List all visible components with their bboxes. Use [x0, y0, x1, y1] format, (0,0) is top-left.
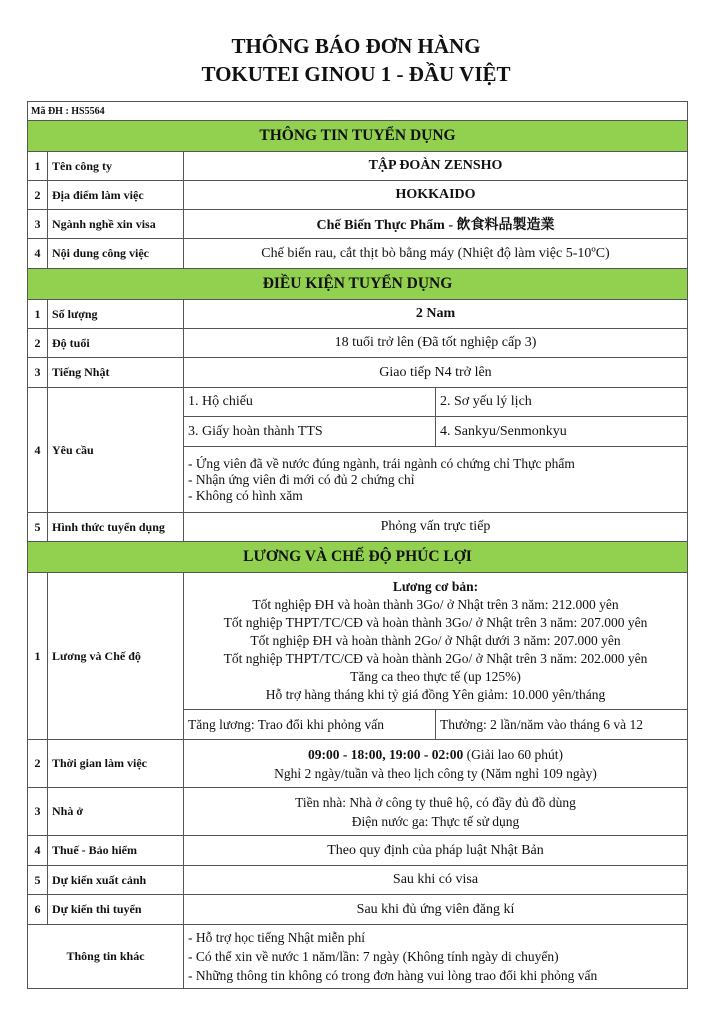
- working-hours-line: [308, 745, 563, 764]
- row-company: [28, 151, 687, 180]
- row-label: Hình thức tuyển dụng: [48, 513, 184, 541]
- overtime-line: Tăng ca theo thực tế (up 125%): [350, 669, 521, 684]
- section-header-recruit-info: [28, 120, 687, 151]
- row-label: Thời gian làm việc: [48, 740, 184, 787]
- row-label: Nhà ở: [48, 788, 184, 835]
- order-table: [27, 101, 688, 989]
- requirement-note: - Ứng viên đã về nước đúng ngành, trái ngành có chứng chỉ Thực phẩm: [188, 455, 575, 471]
- requirement-note: - Không có hình xăm: [188, 487, 303, 503]
- doc-cv: 2. Sơ yếu lý lịch: [436, 388, 687, 417]
- row-number: 1: [28, 573, 48, 739]
- japanese-level: Giao tiếp N4 trở lên: [379, 364, 492, 380]
- row-job-content: [28, 238, 687, 268]
- break-time: (Giải lao 60 phút): [463, 746, 563, 762]
- row-label: Tên công ty: [48, 152, 184, 180]
- doc-sankyu: 4. Sankyu/Senmonkyu: [436, 417, 687, 447]
- salary-line: Tốt nghiệp THPT/TC/CĐ và hoàn thành 3Go/ ở Nhật trên 3 năm: 207.000 yên: [223, 615, 648, 630]
- row-number: 1: [28, 152, 48, 180]
- age-value: 18 tuổi trở lên (Đã tốt nghiệp cấp 3): [334, 335, 537, 350]
- recruit-form-value: Phỏng vấn trực tiếp: [380, 519, 491, 534]
- row-label: Yêu cầu: [48, 388, 184, 512]
- row-industry: [28, 209, 687, 238]
- row-number: 6: [28, 895, 48, 924]
- row-label: Lương và Chế độ: [48, 573, 184, 739]
- row-quantity: [28, 299, 687, 328]
- salary-line: Tốt nghiệp ĐH và hoàn thành 3Go/ ở Nhật trên 3 năm: 212.000 yên: [252, 597, 619, 612]
- row-number: 4: [28, 239, 48, 268]
- exam-value: Sau khi đủ ứng viên đăng kí: [356, 901, 515, 917]
- other-info-notes: [184, 925, 687, 988]
- other-info-label: Thông tin khác: [28, 925, 184, 988]
- row-exam: [28, 894, 687, 924]
- doc-passport: 1. Hộ chiếu: [184, 388, 436, 417]
- row-label: Ngành nghề xin visa: [48, 210, 184, 238]
- row-working-hours: [28, 739, 687, 787]
- row-location: [28, 180, 687, 209]
- tax-insurance-value: Theo quy định của pháp luật Nhật Bản: [327, 842, 544, 858]
- quantity-value: 2 Nam: [415, 306, 456, 321]
- company-name: TẬP ĐOÀN ZENSHO: [368, 158, 503, 173]
- housing-rent-line: Tiền nhà: Nhà ở công ty thuê hộ, có đầy đủ đồ dùng: [295, 794, 576, 810]
- working-hours-value: [184, 740, 687, 787]
- row-label: Dự kiến xuất cảnh: [48, 866, 184, 894]
- document-title: THÔNG BÁO ĐƠN HÀNG: [231, 34, 481, 58]
- order-code: Mã ĐH : HS5564: [31, 105, 105, 117]
- row-salary: [28, 572, 687, 739]
- utilities-line: Điện nước ga: Thực tế sử dụng: [351, 813, 520, 829]
- salary-raise: Tăng lương: Trao đổi khi phỏng vấn: [184, 709, 436, 739]
- bonus: Thưởng: 2 lần/năm vào tháng 6 và 12: [436, 709, 687, 739]
- other-info-line: - Có thể xin về nước 1 năm/lần: 7 ngày (Không tính ngày di chuyển): [188, 949, 559, 964]
- row-number: 3: [28, 210, 48, 238]
- visa-industry: Chế Biến Thực Phẩm - 飲食料品製造業: [316, 218, 555, 233]
- row-label: Dự kiến thi tuyển: [48, 895, 184, 924]
- other-info-line: - Hỗ trợ học tiếng Nhật miễn phí: [188, 930, 365, 945]
- row-number: 3: [28, 788, 48, 835]
- row-number: 5: [28, 866, 48, 894]
- row-label: Độ tuổi: [48, 329, 184, 357]
- row-number: 4: [28, 388, 48, 512]
- other-info-line: - Những thông tin không có trong đơn hàng vui lòng trao đổi khi phỏng vấn: [188, 968, 598, 983]
- yen-support-line: Hỗ trợ hàng tháng khi tỷ giá đồng Yên giảm: 10.000 yên/tháng: [265, 687, 606, 702]
- salary-line: Tốt nghiệp ĐH và hoàn thành 2Go/ ở Nhật dưới 3 năm: 207.000 yên: [250, 633, 621, 648]
- section-title: LƯƠNG VÀ CHẾ ĐỘ PHÚC LỢI: [28, 542, 687, 572]
- row-label: Thuế - Bảo hiểm: [48, 836, 184, 865]
- row-number: 2: [28, 740, 48, 787]
- row-age: [28, 328, 687, 357]
- section-title: ĐIỀU KIỆN TUYỂN DỤNG: [28, 269, 687, 299]
- salary-line: Tốt nghiệp THPT/TC/CĐ và hoàn thành 2Go/ ở Nhật trên 3 năm: 202.000 yên: [223, 651, 648, 666]
- row-number: 3: [28, 358, 48, 387]
- job-content: Chế biến rau, cắt thịt bò bằng máy (Nhiệt độ làm việc 5-10ºC): [261, 245, 610, 261]
- basic-salary-block: [184, 573, 687, 709]
- row-other-info: [28, 924, 687, 988]
- row-tax-insurance: [28, 835, 687, 865]
- row-number: 5: [28, 513, 48, 541]
- housing-value: [184, 788, 687, 835]
- row-recruit-form: [28, 512, 687, 541]
- row-requirements: [28, 387, 687, 512]
- row-housing: [28, 787, 687, 835]
- order-code-row: [28, 102, 687, 120]
- basic-salary-heading: Lương cơ bản:: [392, 579, 479, 594]
- section-title: THÔNG TIN TUYỂN DỤNG: [28, 121, 687, 151]
- shift-times: 09:00 - 18:00, 19:00 - 02:00: [308, 746, 464, 762]
- row-number: 1: [28, 300, 48, 328]
- doc-tts-certificate: 3. Giấy hoàn thành TTS: [184, 417, 436, 447]
- departure-value: Sau khi có visa: [392, 872, 479, 887]
- row-label: Tiếng Nhật: [48, 358, 184, 387]
- document-subtitle: TOKUTEI GINOU 1 - ĐẦU VIỆT: [201, 62, 511, 86]
- row-number: 2: [28, 181, 48, 209]
- requirement-note: - Nhận ứng viên đi mới có đủ 2 chứng chỉ: [188, 471, 415, 487]
- row-label: Nội dung công việc: [48, 239, 184, 268]
- row-label: Số lượng: [48, 300, 184, 328]
- requirement-notes: [184, 447, 687, 512]
- section-header-recruit-conditions: [28, 268, 687, 299]
- row-departure: [28, 865, 687, 894]
- row-label: Địa điểm làm việc: [48, 181, 184, 209]
- days-off-line: Nghỉ 2 ngày/tuần và theo lịch công ty (Năm nghỉ 109 ngày): [274, 765, 597, 781]
- row-number: 4: [28, 836, 48, 865]
- row-japanese: [28, 357, 687, 387]
- row-number: 2: [28, 329, 48, 357]
- section-header-salary: [28, 541, 687, 572]
- work-location: HOKKAIDO: [395, 187, 476, 202]
